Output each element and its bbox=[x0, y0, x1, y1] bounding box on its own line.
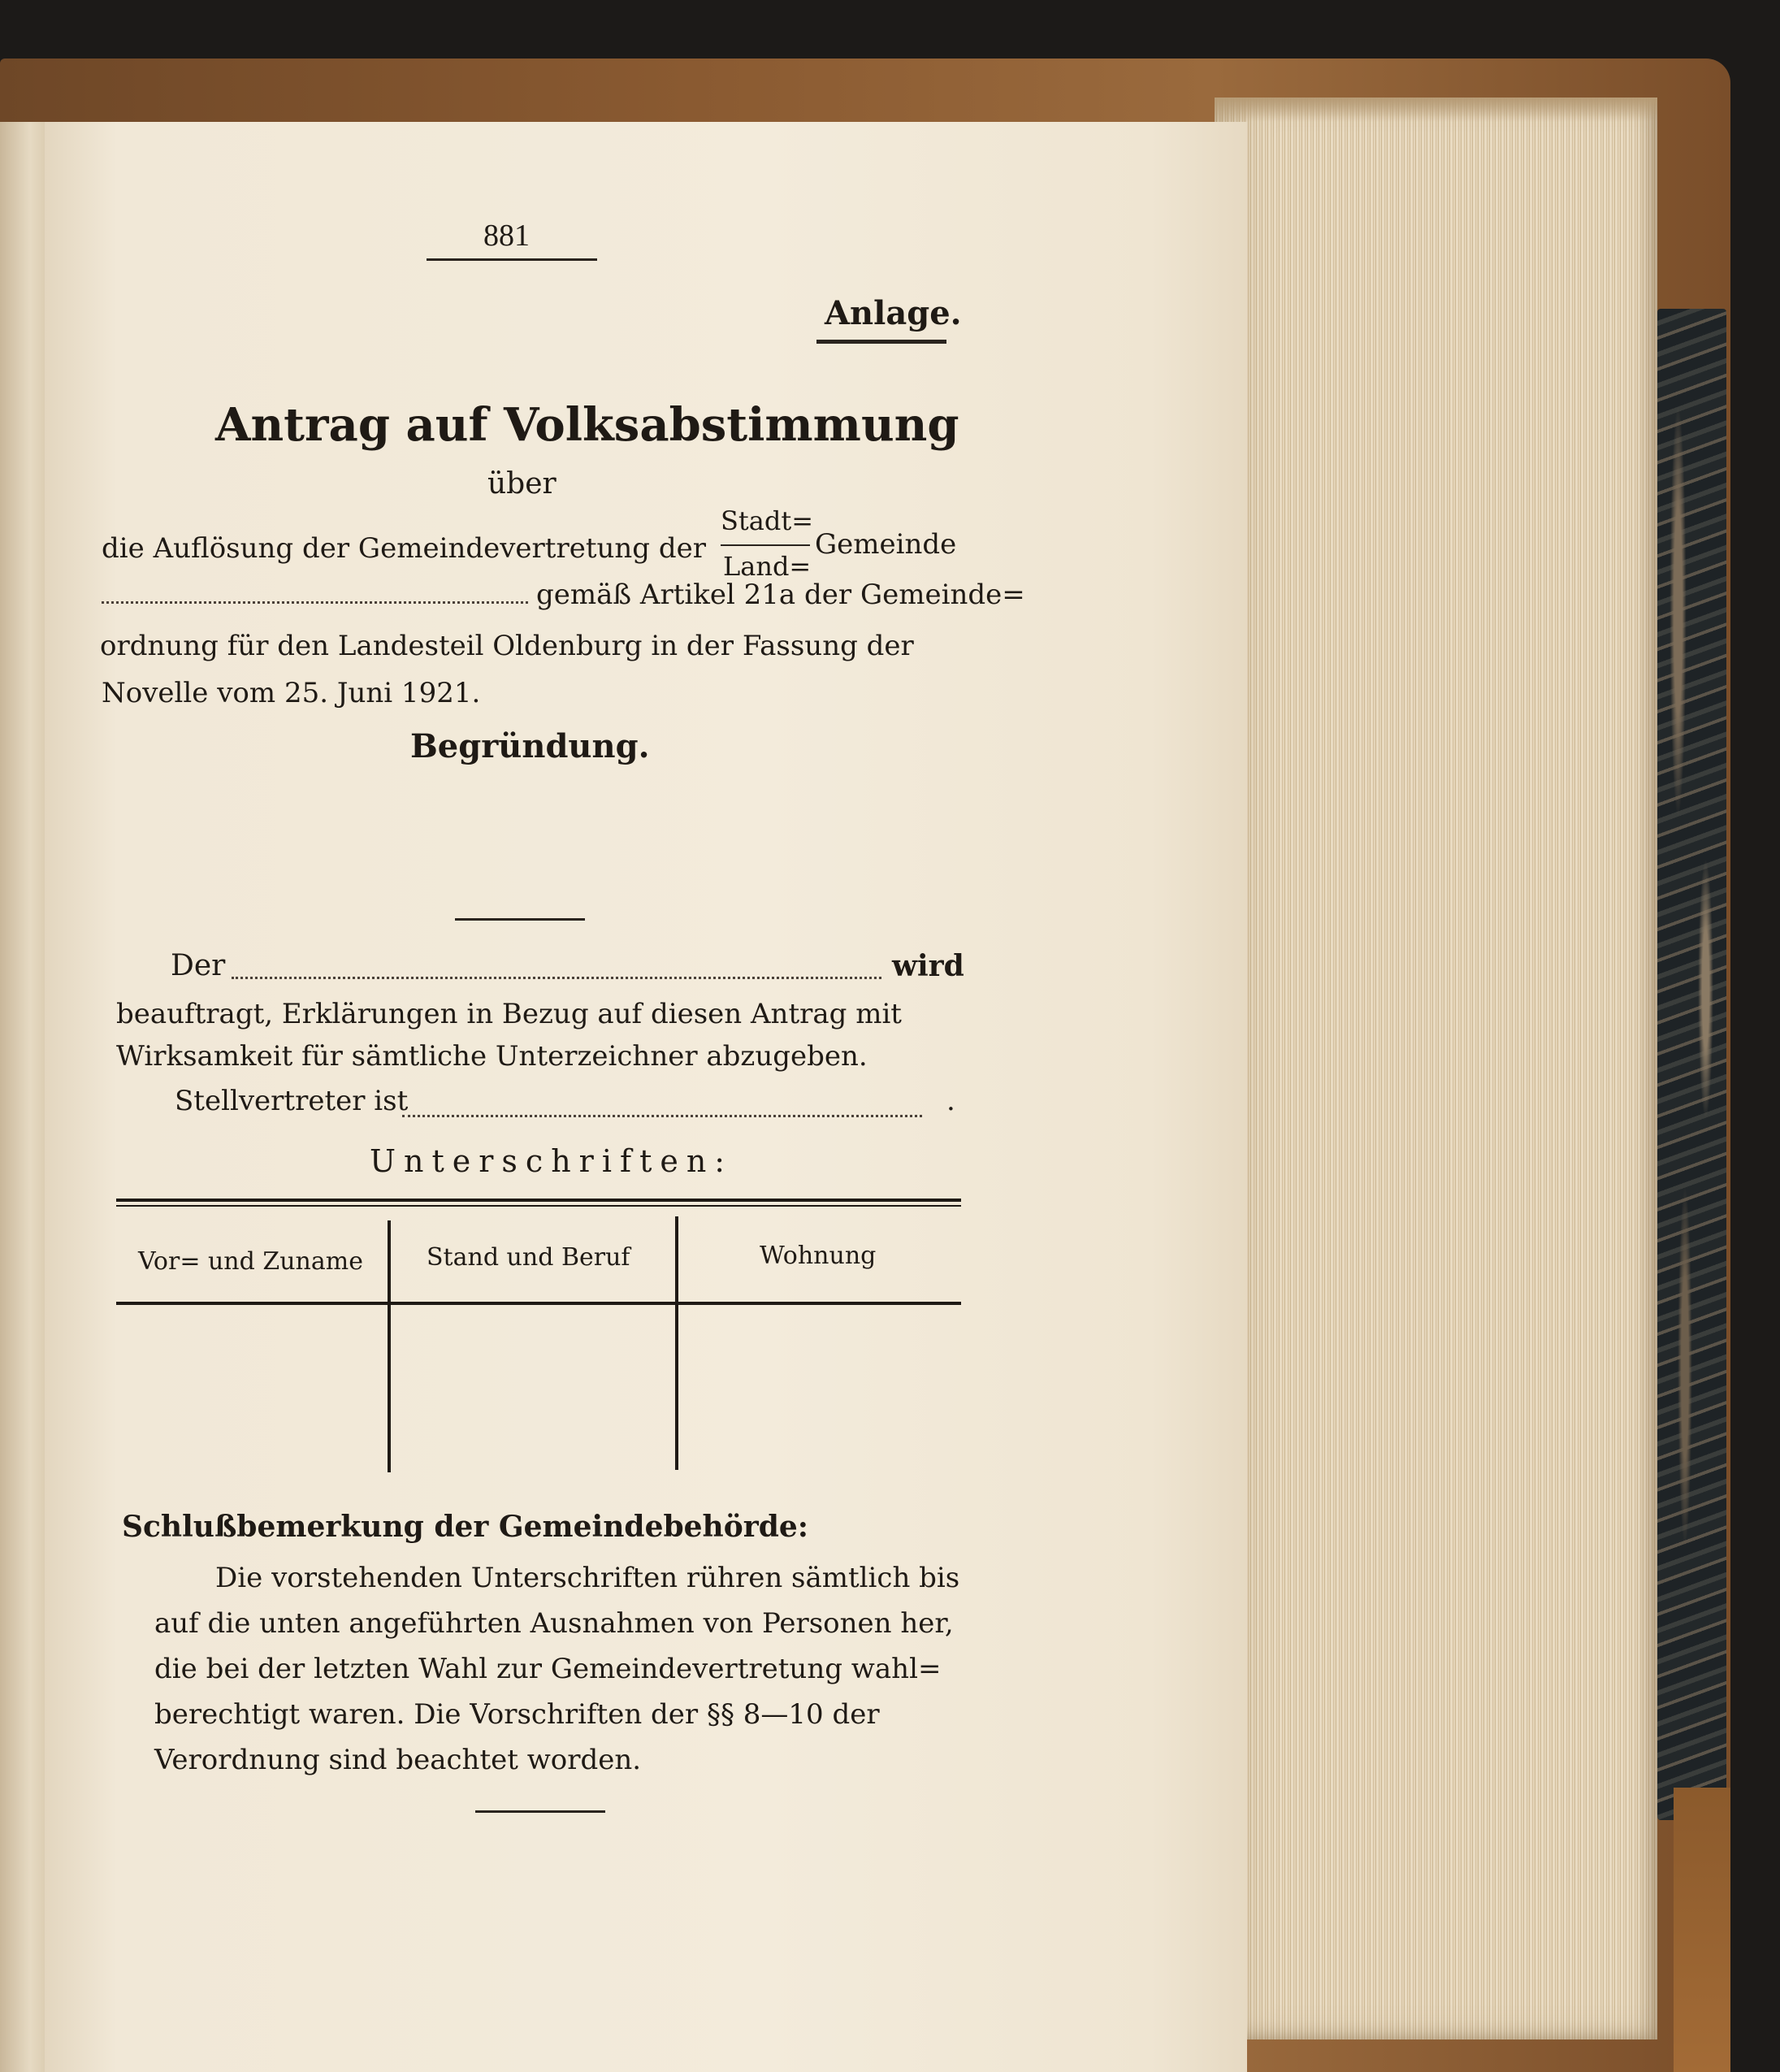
intro-line4: Novelle vom 25. Juni 1921. bbox=[102, 677, 481, 709]
intro-line2-end: gemäß Artikel 21a der Gemeinde= bbox=[536, 579, 1025, 611]
option-fraction-bar bbox=[721, 544, 810, 546]
closing-line-5: Verordnung sind beachtet worden. bbox=[154, 1744, 642, 1776]
intro-line3: ordnung für den Landesteil Oldenburg in der Fassung der bbox=[100, 630, 914, 662]
representative-wird: wird bbox=[892, 949, 964, 983]
closing-heading: Schlußbemerkung der Gemeindebehörde: bbox=[122, 1510, 809, 1544]
leather-corner bbox=[1674, 1788, 1730, 2072]
closing-line-3: die bei der letzten Wahl zur Gemeindevertretung wahl= bbox=[154, 1653, 942, 1685]
annex-underline bbox=[816, 340, 946, 344]
marbled-board bbox=[1657, 309, 1726, 1820]
representative-name-blank bbox=[232, 977, 881, 979]
representative-line3: Wirksamkeit für sämtliche Unterzeichner abzugeben. bbox=[116, 1040, 868, 1073]
closing-line-2: auf die unten angeführten Ausnahmen von Personen her, bbox=[154, 1607, 954, 1640]
annex-label: Anlage. bbox=[825, 294, 962, 332]
section-divider bbox=[455, 918, 585, 921]
facing-page-edge bbox=[0, 122, 50, 2072]
page-number: 881 bbox=[483, 219, 530, 253]
closing-divider bbox=[475, 1810, 605, 1813]
table-top-rule bbox=[116, 1199, 961, 1202]
page-number-rule bbox=[427, 258, 597, 261]
deputy-label: Stellvertreter ist bbox=[175, 1085, 409, 1117]
table-header-rule bbox=[116, 1302, 961, 1305]
option-stadt: Stadt= bbox=[721, 505, 814, 536]
begruendung-heading: Begründung. bbox=[410, 727, 650, 765]
deputy-end: . bbox=[946, 1085, 955, 1117]
document-page bbox=[45, 122, 1247, 2072]
table-col-divider-2 bbox=[675, 1216, 678, 1470]
intro-line1-start: die Auflösung der Gemeindevertretung der bbox=[102, 532, 707, 565]
table-top-rule-2 bbox=[116, 1205, 961, 1207]
page-block-edges bbox=[1215, 98, 1657, 2039]
closing-line-4: berechtigt waren. Die Vorschriften der §§ 8—10 der bbox=[154, 1698, 880, 1731]
representative-line2: beauftragt, Erklärungen in Bezug auf diesen Antrag mit bbox=[116, 998, 902, 1030]
intro-line1-end: Gemeinde bbox=[815, 528, 957, 561]
document-subtitle: über bbox=[487, 467, 557, 501]
table-col-divider-1 bbox=[388, 1220, 391, 1472]
closing-line-1: Die vorstehenden Unterschriften rühren sämtlich bis bbox=[215, 1562, 960, 1594]
column-header-occupation: Stand und Beruf bbox=[427, 1243, 630, 1272]
municipality-name-blank bbox=[102, 601, 528, 604]
column-header-residence: Wohnung bbox=[760, 1242, 877, 1270]
representative-der: Der bbox=[171, 949, 226, 982]
column-header-name: Vor= und Zuname bbox=[138, 1247, 363, 1276]
option-land: Land= bbox=[723, 551, 812, 582]
signatures-heading: Unterschriften: bbox=[370, 1143, 734, 1179]
document-title: Antrag auf Volksabstimmung bbox=[215, 398, 959, 452]
deputy-name-blank bbox=[402, 1115, 922, 1117]
